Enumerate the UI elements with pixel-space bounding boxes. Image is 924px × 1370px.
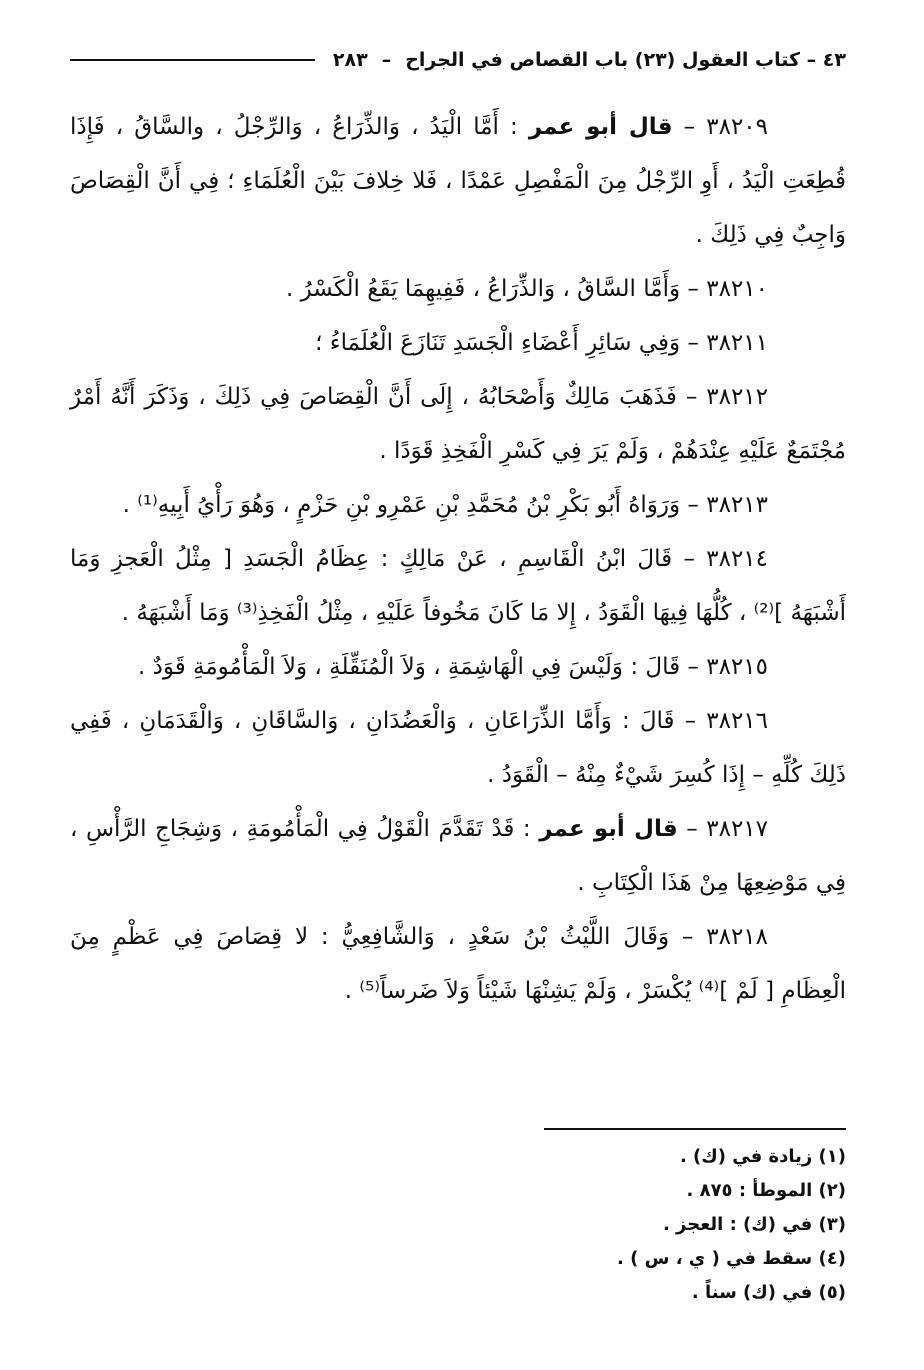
paragraph-text: : أَمَّا الْيَدُ ، وَالذِّرَاعُ ، وَالرِّجْلُ ، والسَّاقُ ، فَإِذَا قُطِعَتِ الْيَدُ ، أَوِ الرِّجْلُ مِنَ الْمَفْصِلِ عَمْدًا ، فَلا خِلافَ بَيْنَ الْعُلَمَاءِ ؛ فِي أَنَّ الْقِصَاصَ وَاجِبٌ فِي ذَلِكَ .	[70, 114, 846, 248]
footnote: (٣) في (ك) : العجز .	[662, 1214, 846, 1235]
footnote: (٤) سقط في ( ي ، س ) .	[617, 1248, 846, 1269]
main-text	[70, 100, 846, 1018]
paragraph	[70, 694, 846, 802]
paragraph-number: ٣٨٢١٣ –	[687, 492, 768, 518]
paragraph-number: ٣٨٢١٤ –	[683, 546, 769, 572]
paragraph	[70, 100, 846, 262]
page-number: ٢٨٣	[332, 49, 368, 71]
paragraph-number: ٣٨٢١٠ –	[687, 276, 768, 302]
paragraph	[70, 910, 846, 1018]
paragraph	[70, 802, 846, 910]
paragraph-number: ٣٨٢١٦ –	[684, 708, 769, 734]
paragraph-text: وَقَالَ اللَّيْثُ بْنُ سَعْدٍ ، وَالشَّافِعِيُّ : لا قِصَاصَ فِي عَظْمٍ مِنَ الْعِظَامِ [ لَمْ ]⁽⁴⁾ يُكْسَرْ ، وَلَمْ يَشِنْهَا شَيْئاً وَلاَ ضَرساً⁽⁵⁾ .	[70, 924, 846, 1004]
speaker-label: قال أبو عمر	[539, 816, 678, 842]
paragraph-text: فَذَهَبَ مَالِكٌ وَأَصْحَابُهُ ، إِلَى أَنَّ الْقِصَاصَ فِي ذَلِكَ ، وَذَكَرَ أَنَّهُ أَمْرٌ مُجْتَمَعٌ عَلَيْهِ عِنْدَهُمْ ، وَلَمْ يَرَ فِي كَسْرِ الْفَخِذِ قَوَدًا .	[70, 384, 846, 464]
paragraph-text: وَأَمَّا السَّاقُ ، وَالذِّرَاعُ ، فَفِيهِمَا يَقَعُ الْكَسْرُ .	[285, 276, 681, 302]
footnotes	[70, 1140, 846, 1310]
paragraph	[70, 262, 846, 316]
paragraph-number: ٣٨٢١٥ –	[687, 654, 768, 680]
footnote-rule	[544, 1128, 846, 1130]
paragraph-text: وَرَوَاهُ أَبُو بَكْرِ بْنُ مُحَمَّدِ بْنِ عَمْرِو بْنِ حَزْمٍ ، وَهُوَ رَأْيُ أَبِيهِ⁽¹⁾ .	[122, 492, 681, 518]
footnote: (٢) الموطأ : ٨٧٥ .	[686, 1180, 846, 1201]
paragraph-number: ٣٨٢٠٩ –	[683, 114, 769, 140]
speaker-label: قال أبو عمر	[528, 114, 673, 140]
paragraph-text: قَالَ : وَأَمَّا الذِّرَاعَانِ ، وَالْعَضُدَانِ ، وَالسَّاقَانِ ، وَالْقَدَمَانِ ، فَفِي ذَلِكَ كُلِّهِ – إِذَا كُسِرَ شَيْءٌ مِنْهُ – الْقَوَدُ .	[70, 708, 846, 788]
footnote: (٥) في (ك) سناً .	[691, 1282, 846, 1303]
paragraph-number: ٣٨٢١١ –	[687, 330, 768, 356]
paragraph-number: ٣٨٢١٨ –	[681, 924, 769, 950]
paragraph	[70, 316, 846, 370]
paragraph	[70, 478, 846, 532]
header-rule	[70, 59, 315, 61]
chapter-title: ٤٣ – كتاب العقول (٢٣) باب القصاص في الجراح	[405, 49, 846, 71]
paragraph-number: ٣٨٢١٢ –	[685, 384, 769, 410]
paragraph	[70, 370, 846, 478]
paragraph-text: قَالَ ابْنُ الْقَاسِمِ ، عَنْ مَالِكٍ : عِظَامُ الْجَسَدِ [ مِثْلُ الْعَجزِ وَمَا أَشْبَهَهُ ]⁽²⁾ ، كُلُّهَا فِيهَا الْقَوَدُ ، إِلا مَا كَانَ مَخُوفاً عَلَيْهِ ، مِثْلُ الْفَخِذِ⁽³⁾ وَمَا أَشْبَهَهُ .	[70, 546, 846, 626]
paragraph-text: وَفِي سَائِرِ أَعْضَاءِ الْجَسَدِ تَنَازَعَ الْعُلَمَاءُ ؛	[315, 330, 681, 356]
paragraph	[70, 640, 846, 694]
paragraph	[70, 532, 846, 640]
running-header	[70, 40, 846, 80]
paragraph-text: قَالَ : وَلَيْسَ فِي الْهَاشِمَةِ ، وَلاَ الْمُنَقِّلَةِ ، وَلاَ الْمَأْمُومَةِ قَوَدٌ .	[137, 654, 681, 680]
paragraph-text: : قَدْ تَقَدَّمَ الْقَوْلُ فِي الْمَأْمُومَةِ ، وَشِجَاجِ الرَّأْسِ ، فِي مَوْضِعِهَا مِنْ هَذَا الْكِتَابِ .	[70, 816, 846, 896]
paragraph-number: ٣٨٢١٧ –	[686, 816, 769, 842]
page-number-separator: –	[381, 49, 392, 71]
footnote: (١) زيادة في (ك) .	[679, 1146, 846, 1167]
